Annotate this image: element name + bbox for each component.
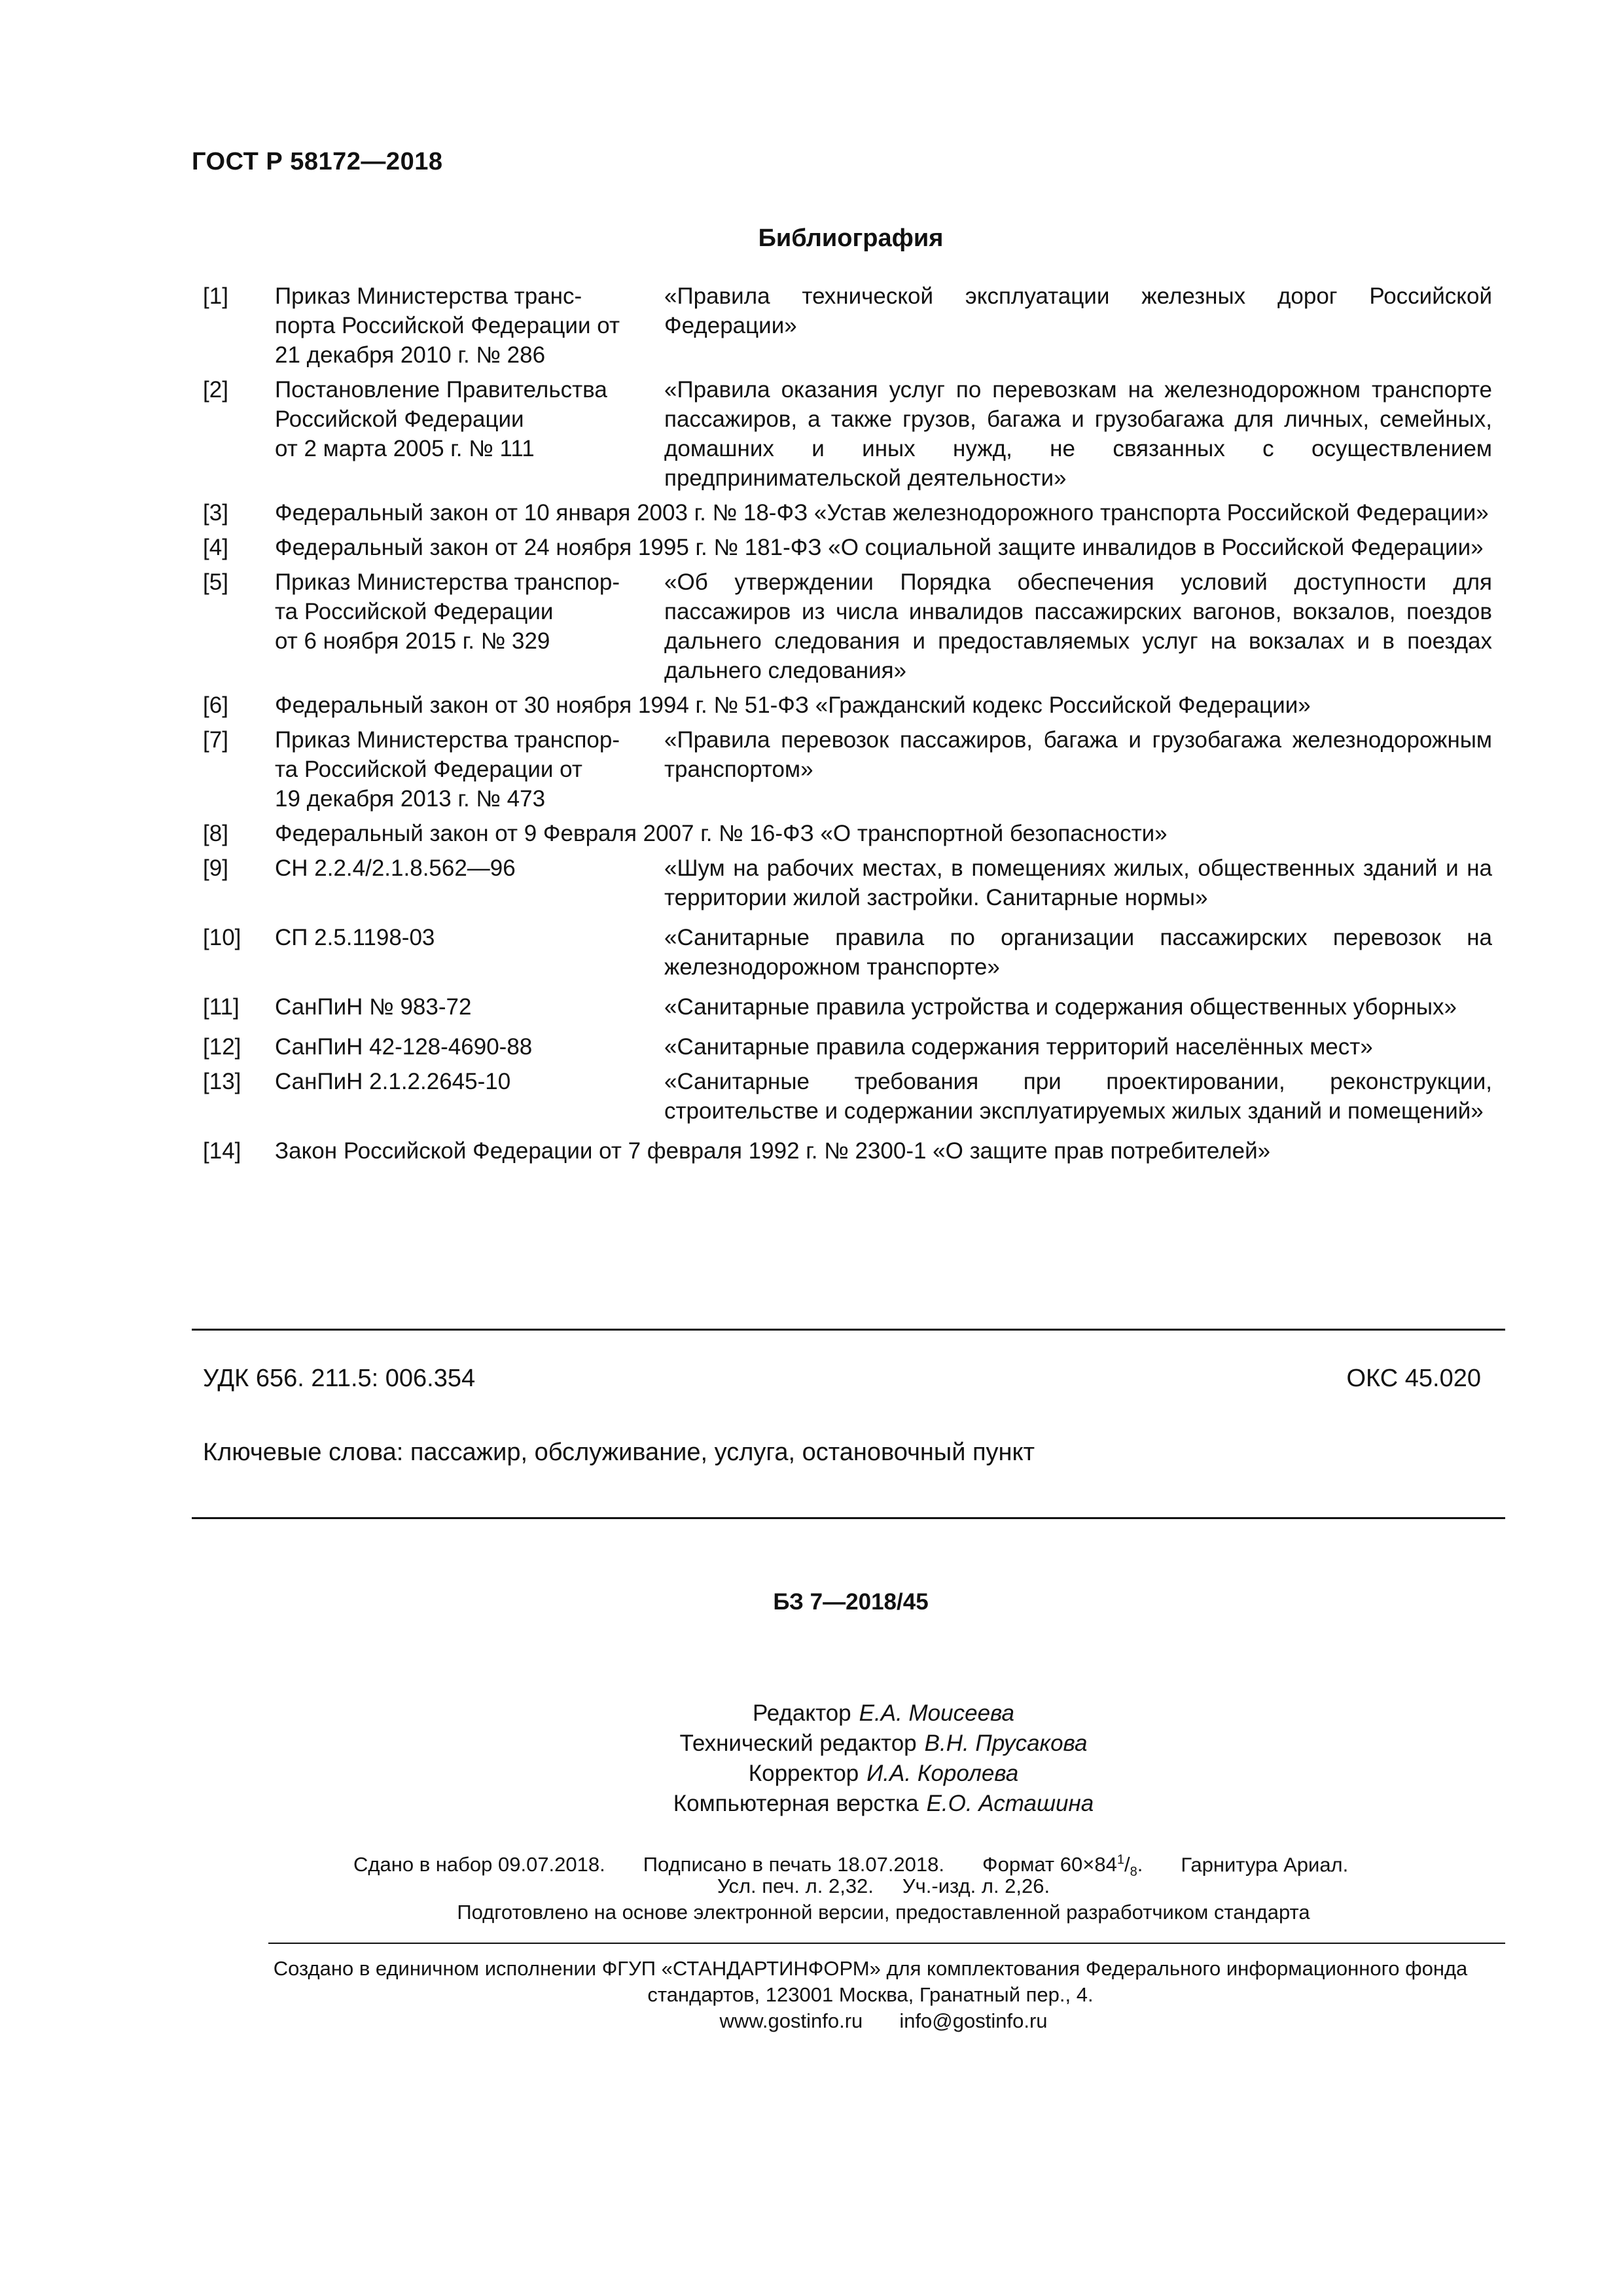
bib-entry-text: Федеральный закон от 24 ноября 1995 г. № 181-ФЗ «О социальной защите инвалидов в Российской Федерации» <box>275 535 1484 560</box>
publisher-contacts <box>524 2008 1243 2034</box>
bib-entry-text: Федеральный закон от 10 января 2003 г. № 18-ФЗ «Устав железнодорожного транспорта Российской Федерации» <box>275 500 1489 526</box>
bib-entry <box>203 1067 1492 1126</box>
format-sub: 8 <box>1130 1865 1137 1880</box>
bib-entry-number: [8] <box>203 821 228 846</box>
imprint-format: Формат $60\times 84^1/_8$. <box>982 1853 1143 1880</box>
email-link[interactable]: info@gostinfo.ru <box>899 2009 1048 2032</box>
bib-entry-text: Закон Российской Федерации от 7 февраля 1992 г. № 2300-1 «О защите прав потребителей» <box>275 1138 1271 1164</box>
bib-entry <box>203 533 1492 562</box>
bib-entry-number: [9] <box>203 855 228 881</box>
credit-role: Корректор <box>748 1761 859 1786</box>
bib-entry-title: «Об утверждении Порядка обеспечения условий доступности для пассажиров из числа инвалидов пассажирских вагонов, вокзалов, поездов дальнего следования и предоставляемых услуг на вокзалах и в поездах дальнего следования» <box>664 569 1492 683</box>
pub-sheets: Уч.-изд. л. 2,26. <box>902 1874 1050 1897</box>
bib-entry-number: [11] <box>203 994 240 1020</box>
divider-publisher <box>268 1943 1505 1944</box>
bib-entry-source: СанПиН 2.1.2.2645-10 <box>275 1069 511 1094</box>
bib-entry-number: [10] <box>203 925 241 950</box>
bib-entry-source: СанПиН № 983-72 <box>275 994 472 1020</box>
bib-entry-number: [6] <box>203 692 228 718</box>
format-sup: 1 <box>1116 1853 1124 1867</box>
bib-entry-source: Приказ Министерства транспор- та Российской Федерации от 19 декабря 2013 г. № 473 <box>275 727 620 812</box>
bib-entry-title: «Шум на рабочих местах, в помещениях жилых, общественных зданий и на территории жилой застройки. Санитарные нормы» <box>664 855 1492 910</box>
credit-name: Е.А. Моисеева <box>859 1700 1014 1726</box>
document-id: ГОСТ Р 58172—2018 <box>192 148 443 175</box>
credit-line <box>524 1789 1243 1819</box>
credit-role: Компьютерная верстка <box>673 1791 919 1816</box>
publisher-info: Создано в единичном исполнении ФГУП «СТАНДАРТИНФОРМ» для комплектования Федерального информационного фонда стандартов, 123001 Москва, Гранатный пер., 4. <box>273 1957 1468 2006</box>
bib-entry <box>203 992 1492 1022</box>
bib-entry-title: «Правила перевозок пассажиров, багажа и грузобагажа железнодорожным транспортом» <box>664 727 1492 782</box>
bib-entry-text: Федеральный закон от 9 Февраля 2007 г. № 16-ФЗ «О транспортной безопасности» <box>275 821 1168 846</box>
bib-entry-text: Федеральный закон от 30 ноября 1994 г. № 51-ФЗ «Гражданский кодекс Российской Федерации» <box>275 692 1311 718</box>
bib-entry-number: [13] <box>203 1069 241 1094</box>
credit-name: Е.О. Асташина <box>926 1791 1094 1816</box>
bib-entry-number: [7] <box>203 727 228 753</box>
format-suffix: . <box>1137 1853 1143 1876</box>
bib-entry <box>203 375 1492 493</box>
bz-number: БЗ 7—2018/45 <box>773 1589 929 1615</box>
bib-entry <box>203 725 1492 814</box>
bib-entry-number: [3] <box>203 500 228 526</box>
website-link[interactable]: www.gostinfo.ru <box>719 2009 863 2032</box>
bib-entry-source: Постановление Правительства Российской Федерации от 2 марта 2005 г. № 111 <box>275 377 607 461</box>
imprint-note: Подготовлено на основе электронной версии, предоставленной разработчиком стандарта <box>457 1901 1310 1924</box>
bib-entry <box>203 691 1492 720</box>
bib-entry-title: «Правила технической эксплуатации железных дорог Российской Федерации» <box>664 283 1492 338</box>
bib-entry-number: [4] <box>203 535 228 560</box>
bib-entry <box>203 923 1492 982</box>
credit-line <box>524 1698 1243 1729</box>
imprint-submitted: Сдано в набор 09.07.2018. <box>353 1853 605 1876</box>
oks-code: ОКС 45.020 <box>1346 1365 1481 1392</box>
bib-entry <box>203 1032 1492 1062</box>
bib-entry-source: Приказ Министерства транспор- та Российской Федерации от 6 ноября 2015 г. № 329 <box>275 569 620 654</box>
bib-entry-title: «Санитарные правила устройства и содержания общественных уборных» <box>664 994 1457 1020</box>
bibliography-list <box>203 281 1492 1171</box>
bib-entry-source: СН 2.2.4/2.1.8.562—96 <box>275 855 516 881</box>
bib-entry <box>203 853 1492 912</box>
bib-entry-title: «Санитарные требования при проектировании, реконструкции, строительстве и содержании эксплуатируемых жилых зданий и помещений» <box>664 1069 1492 1124</box>
format-prefix: Формат 60×84 <box>982 1853 1117 1876</box>
credit-role: Технический редактор <box>679 1731 917 1756</box>
divider-bottom <box>192 1517 1505 1519</box>
divider-top <box>192 1329 1505 1331</box>
bib-entry <box>203 1136 1492 1166</box>
credit-line <box>524 1729 1243 1759</box>
credit-role: Редактор <box>752 1700 851 1726</box>
print-sheets: Усл. печ. л. 2,32. <box>717 1874 874 1897</box>
keywords: Ключевые слова: пассажир, обслуживание, услуга, остановочный пункт <box>203 1439 1035 1466</box>
bib-entry-source: Приказ Министерства транс- порта Российской Федерации от 21 декабря 2010 г. № 286 <box>275 283 620 368</box>
bib-entry-title: «Правила оказания услуг по перевозкам на железнодорожном транспорте пассажиров, а также грузов, багажа и грузобагажа для личных, семейных, домашних и иных нужд, не связанных с осуществлением предпринимательской деятельности» <box>664 377 1492 491</box>
imprint-signed: Подписано в печать 18.07.2018. <box>643 1853 945 1876</box>
bib-entry-source: СанПиН 42-128-4690-88 <box>275 1034 533 1060</box>
bib-entry-number: [14] <box>203 1138 241 1164</box>
bib-entry-number: [12] <box>203 1034 241 1060</box>
imprint-typeface: Гарнитура Ариал. <box>1181 1853 1349 1876</box>
credits <box>524 1698 1243 1819</box>
credit-name: В.Н. Прусакова <box>924 1731 1088 1756</box>
bib-entry <box>203 819 1492 848</box>
bib-entry <box>203 281 1492 370</box>
bib-entry-title: «Санитарные правила по организации пассажирских перевозок на железнодорожном транспорте» <box>664 925 1492 980</box>
bib-entry-number: [2] <box>203 377 228 403</box>
imprint-sheets <box>524 1873 1243 1899</box>
bib-entry <box>203 498 1492 528</box>
udk-code: УДК 656. 211.5: 006.354 <box>203 1365 476 1392</box>
bibliography-title: Библиография <box>758 224 944 252</box>
bib-entry <box>203 567 1492 685</box>
credit-name: И.А. Королева <box>866 1761 1019 1786</box>
bib-entry-source: СП 2.5.1198-03 <box>275 925 435 950</box>
bib-entry-number: [1] <box>203 283 228 309</box>
credit-line <box>524 1759 1243 1789</box>
bib-entry-number: [5] <box>203 569 228 595</box>
bib-entry-title: «Санитарные правила содержания территорий населённых мест» <box>664 1034 1373 1060</box>
